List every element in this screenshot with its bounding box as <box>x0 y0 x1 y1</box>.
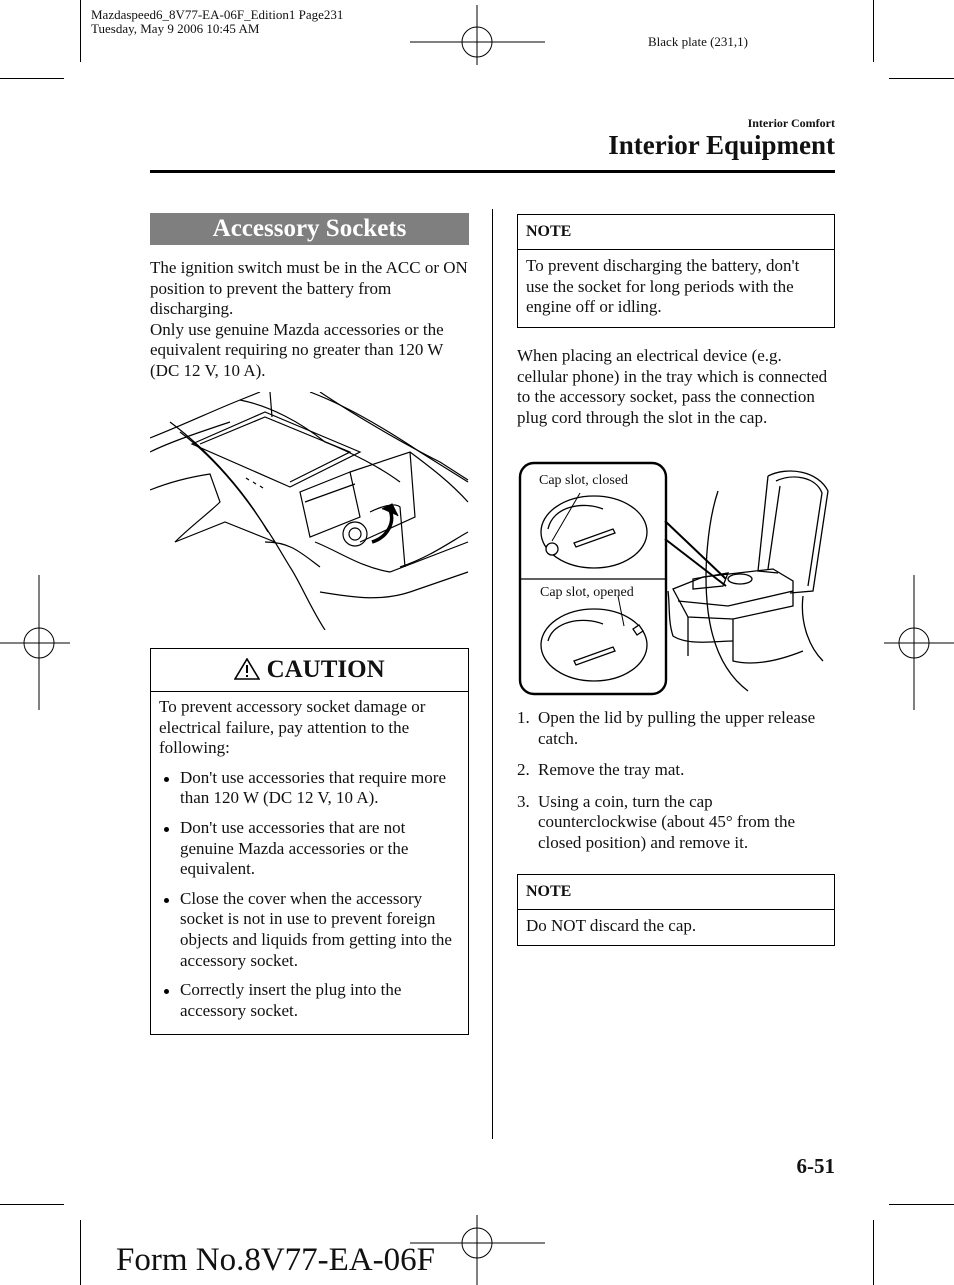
intro-text <box>150 258 472 382</box>
cap-slot-illustration <box>518 461 836 697</box>
list-item: 3. Using a coin, turn the cap counterclockwise (about 45° from the closed position) and remove it. <box>517 791 795 852</box>
registration-mark-top <box>410 5 545 75</box>
column-divider <box>492 209 493 1139</box>
page-number: 6-51 <box>796 1154 835 1178</box>
note-heading: NOTE <box>518 875 834 910</box>
accessory-socket-illustration <box>150 392 470 630</box>
print-meta <box>91 8 343 36</box>
caution-header <box>151 649 468 692</box>
intro-paragraph-1: The ignition switch must be in the ACC or ON position to prevent the battery from discharging. <box>150 258 468 319</box>
note-box <box>517 214 835 328</box>
intro-paragraph-2: Only use genuine Mazda accessories or the equivalent requiring no greater than 120 W (DC 12 V, 10 A). <box>150 319 444 380</box>
note-text: To prevent discharging the battery, don't use the socket for long periods with the engine off or idling. <box>526 256 800 317</box>
cap-slot-paragraph: When placing an electrical device (e.g. cellular phone) in the tray which is connected to the accessory socket, pass the connection plug cord through the slot in the cap. <box>517 346 828 427</box>
callout-cap-slot-closed: Cap slot, closed <box>539 473 629 488</box>
caution-list <box>159 768 460 1022</box>
registration-mark-left <box>0 575 70 710</box>
plate-label: Black plate (231,1) <box>648 34 748 49</box>
note-text: Do NOT discard the cap. <box>526 916 697 935</box>
list-item: 2. Remove the tray mat. <box>517 760 685 780</box>
section-heading: Accessory Sockets <box>150 213 469 245</box>
steps-list <box>517 708 835 865</box>
list-item: Don't use accessories that require more than 120 W (DC 12 V, 10 A). <box>159 768 460 809</box>
callout-cap-slot-opened: Cap slot, opened <box>540 585 634 600</box>
chapter-label: Interior Comfort <box>747 116 835 130</box>
list-item: Don't use accessories that are not genuine Mazda accessories or the equivalent. <box>159 818 460 880</box>
date-line: Tuesday, May 9 2006 10:45 AM <box>91 21 260 36</box>
caution-lead: To prevent accessory socket damage or electrical failure, pay attention to the following: <box>159 697 426 758</box>
title-rule <box>150 170 835 173</box>
note-box-discard <box>517 874 835 946</box>
warning-triangle-icon <box>234 658 260 680</box>
caution-title: CAUTION <box>266 656 385 683</box>
note-heading: NOTE <box>518 215 834 250</box>
caution-box <box>150 648 469 1035</box>
list-item: Close the cover when the accessory socket is not in use to prevent foreign objects and liquids from getting into the accessory socket. <box>159 889 460 971</box>
form-number: Form No.8V77-EA-06F <box>116 1242 435 1278</box>
list-item: 1. Open the lid by pulling the upper release catch. <box>517 708 816 748</box>
page-title: Interior Equipment <box>608 130 835 160</box>
file-line: Mazdaspeed6_8V77-EA-06F_Edition1 Page231 <box>91 7 344 22</box>
list-item: Correctly insert the plug into the accessory socket. <box>159 980 460 1021</box>
registration-mark-right <box>884 575 954 710</box>
